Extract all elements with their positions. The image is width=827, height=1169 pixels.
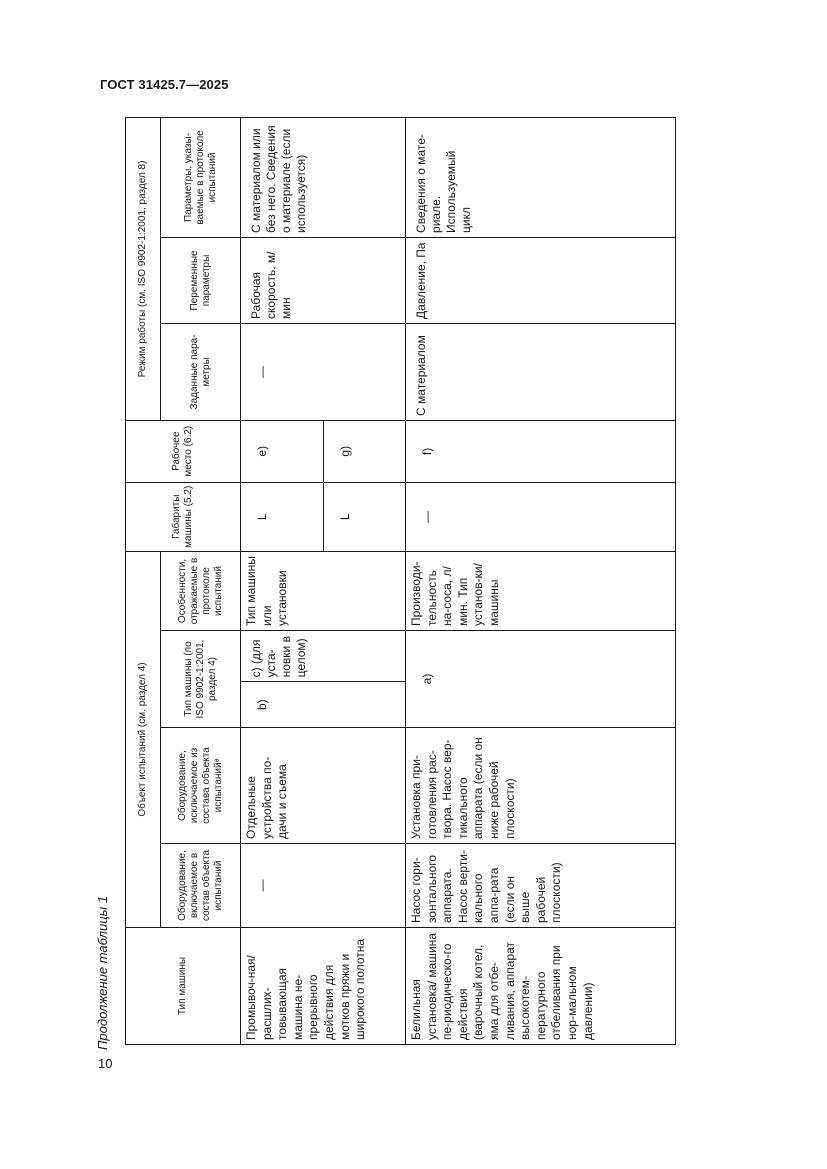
header-machine-type: Тип машины xyxy=(126,928,241,1045)
spec-table xyxy=(125,117,676,1045)
cell-report-params: Сведения о мате-риале. Используемый цикл xyxy=(406,117,676,237)
cell-machine-type: Белильная установка/ машина пе-риодическо-го действия (варочный котел, яма для отбе-ливания, аппарат высокотем-пературного отбеливания при нор-мальном давлении) xyxy=(406,928,676,1045)
cell-dimensions: — xyxy=(406,482,676,551)
cell-workplace: f) xyxy=(406,420,676,482)
cell-dimensions-1: L xyxy=(255,513,269,521)
cell-workplace-1: e) xyxy=(241,421,323,482)
header-excluded: Оборудование, исключаемое из состава объекта испытанийᵃ xyxy=(161,728,241,844)
table-caption: Продолжение таблицы 1 xyxy=(95,895,110,1050)
cell-included: — xyxy=(241,844,406,928)
header-type-iso: Тип машины (по ISO 9902-1:2001, раздел 4) xyxy=(161,631,241,728)
cell-machine-type: Промывоч-ная/расшлих-товывающая машина не-прерывного действия для мотков пряжи и широкого полотна xyxy=(241,928,406,1045)
cell-type-iso-1: b) xyxy=(255,699,269,711)
cell-set-params: — xyxy=(241,323,406,420)
dim-workplace-nested xyxy=(241,421,405,551)
cell-type-iso-split xyxy=(241,631,406,728)
cell-excluded: Отдельные устройства по-дачи и съема xyxy=(241,728,406,844)
cell-excluded: Установка при-готовления рас-твора. Насос вер-тикального аппарата (если он ниже рабочей плоскости) xyxy=(406,728,676,844)
cell-var-params: Рабочая скорость, м/мин xyxy=(241,237,406,323)
cell-type-iso: a) xyxy=(406,631,676,728)
cell-features: Производи-тельность на-соса, л/мин. Тип установ-ки/машины xyxy=(406,551,676,630)
header-dim-workplace xyxy=(126,420,241,551)
table-row xyxy=(406,117,676,1044)
cell-var-params: Давление, Па xyxy=(406,237,676,323)
cell-dimensions-2: L xyxy=(323,482,405,551)
header-var-params: Переменные параметры xyxy=(161,237,241,323)
header-workplace: Рабочее место (6.2) xyxy=(126,421,240,482)
header-mode-group: Режим работы (см. ISO 9902-1:2001, раздел 8) xyxy=(126,117,161,420)
header-included: Оборудование, включаемое в состав объекта испытаний xyxy=(161,844,241,928)
document-header: ГОСТ 31425.7—2025 xyxy=(100,77,229,92)
header-report-params: Параметры, указы-ваемые в протоколе испытаний xyxy=(161,117,241,237)
header-dimensions: Габариты машины (5.2) xyxy=(171,485,194,548)
cell-included: Насос гори-зонтального аппарата. Насос верти-кального аппа-рата (если он выше рабочей плоскости) xyxy=(406,844,676,928)
rotated-table-wrapper xyxy=(125,118,675,1045)
header-object-group: Объект испытаний (см. раздел 4) xyxy=(126,551,161,927)
cell-report-params: С материалом или без него. Сведения о материале (если используется) xyxy=(241,117,406,237)
cell-set-params: С материалом xyxy=(406,323,676,420)
table-row xyxy=(241,117,406,1044)
cell-type-iso-2: c) (для уста-новки в целом) xyxy=(241,631,405,682)
cell-features: Тип машины или установки xyxy=(241,551,406,630)
header-features: Особенности, отражаемые в протоколе испытаний xyxy=(161,551,241,630)
page-number: 10 xyxy=(98,1056,113,1071)
cell-workplace-2: g) xyxy=(323,421,405,482)
cell-dim-workplace-split xyxy=(241,420,406,551)
header-set-params: Заданные пара-метры xyxy=(161,323,241,420)
type-iso-nested xyxy=(241,631,405,727)
header-dim-workplace-split xyxy=(126,421,240,551)
